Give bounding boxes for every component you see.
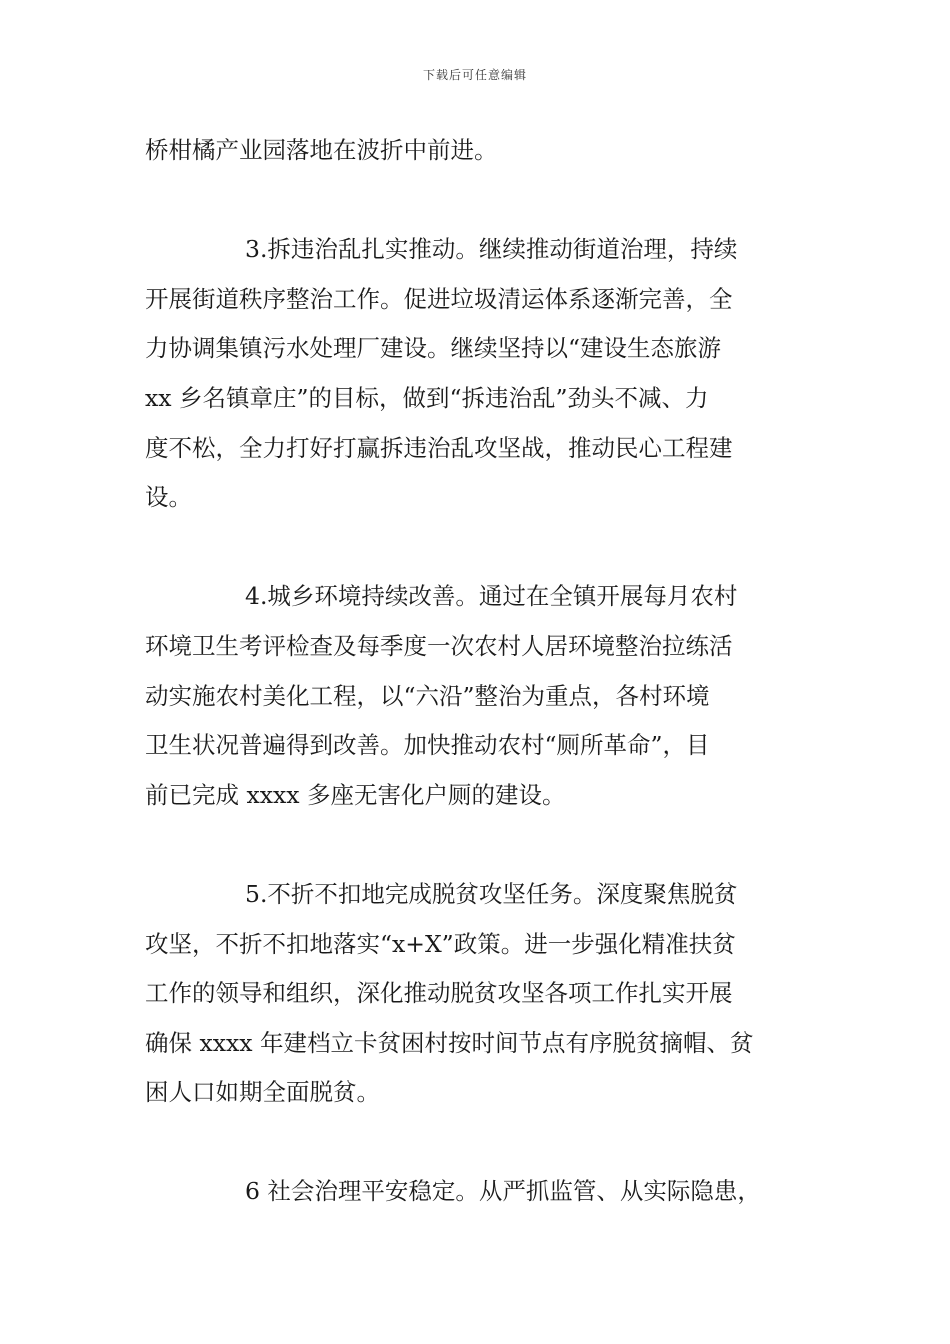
text-line: 4.城乡环境持续改善。通过在全镇开展每月农村 (245, 582, 738, 611)
text-line: 前已完成 xxxx 多座无害化户厕的建设。 (145, 780, 566, 809)
paragraph-item-3 (145, 225, 810, 523)
text-line: 3.拆违治乱扎实推动。继续推动街道治理，持续 (245, 235, 738, 264)
text-line: 环境卫生考评检查及每季度一次农村人居环境整治拉练活 (145, 631, 733, 660)
paragraph-item-5 (145, 870, 810, 1118)
text-line: 卫生状况普遍得到改善。加快推动农村“厕所革命”，目 (145, 731, 710, 760)
paragraph-item-4 (145, 572, 810, 820)
text-line: 度不松，全力打好打赢拆违治乱攻坚战，推动民心工程建 (145, 433, 733, 462)
text-line: 动实施农村美化工程，以“六沿”整治为重点，各村环境 (145, 681, 710, 710)
text-line: 设。 (145, 483, 192, 512)
paragraph-continuation (145, 126, 810, 176)
text-line: xx 乡名镇章庄”的目标，做到“拆违治乱”劲头不减、力 (145, 383, 709, 412)
text-line: 桥柑橘产业园落地在波折中前进。 (145, 136, 498, 164)
text-line: 开展街道秩序整治工作。促进垃圾清运体系逐渐完善，全 (145, 284, 733, 313)
text-line: 攻坚，不折不扣地落实“x+X”政策。进一步强化精准扶贫 (145, 929, 736, 958)
text-line: 确保 xxxx 年建档立卡贫困村按时间节点有序脱贫摘帽、贫 (145, 1028, 754, 1057)
text-line: 困人口如期全面脱贫。 (145, 1078, 380, 1107)
text-line: 工作的领导和组织，深化推动脱贫攻坚各项工作扎实开展 (145, 979, 733, 1008)
text-line: 力协调集镇污水处理厂建设。继续坚持以“建设生态旅游 (145, 334, 722, 363)
text-line: 6 社会治理平安稳定。从严抓监管、从实际隐患， (245, 1177, 761, 1206)
text-line: 5.不折不扣地完成脱贫攻坚任务。深度聚焦脱贫 (245, 879, 738, 908)
document-body (145, 126, 810, 1267)
page-header-note: 下载后可任意编辑 (422, 68, 527, 82)
paragraph-item-6 (145, 1167, 810, 1217)
